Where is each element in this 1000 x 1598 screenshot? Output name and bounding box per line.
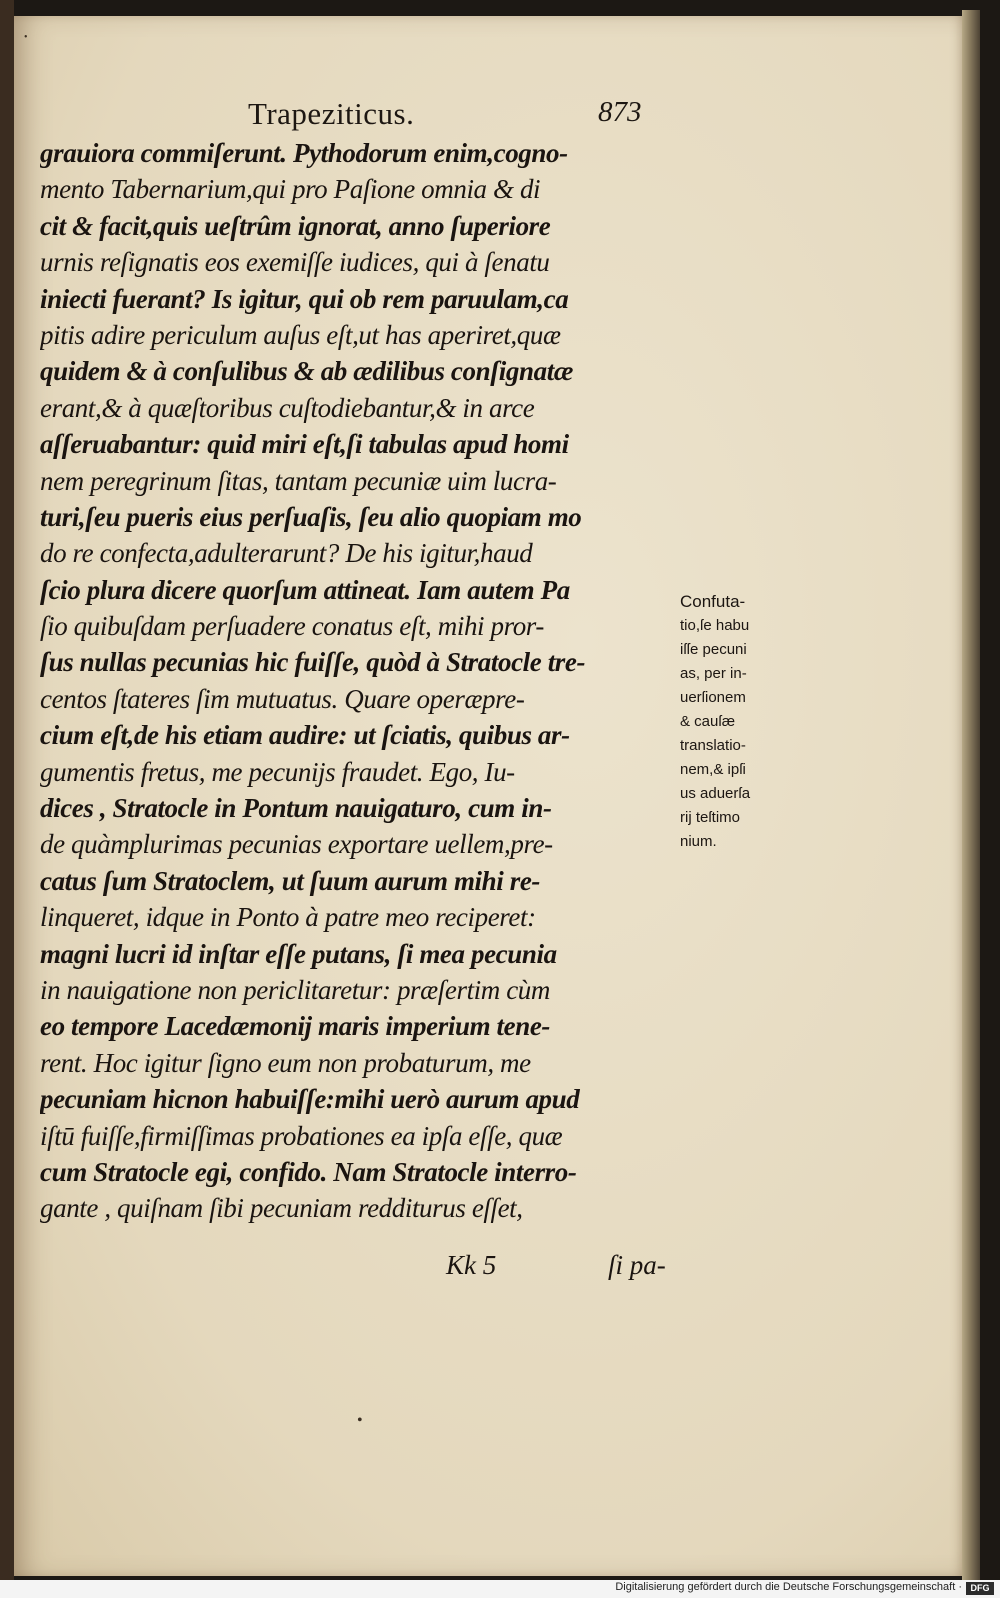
text-line: iniecti fuerant? Is igitur, qui ob rem paruulam,ca — [40, 283, 569, 314]
text-line: grauiora commiſerunt. Pythodorum enim,cogno- — [40, 138, 568, 168]
text-line: in nauigatione non periclitaretur: præſertim cùm — [40, 974, 551, 1005]
text-line: ſus nullas pecunias hic fuiſſe, quòd à Stratocle tre- — [40, 647, 586, 678]
ink-speck: • — [24, 32, 28, 43]
body-text — [40, 135, 680, 1227]
dfg-logo: DFG — [966, 1582, 994, 1595]
text-line: pecuniam hicnon habuiſſe:mihi uerò aurum apud — [40, 1084, 580, 1115]
margin-note-line: nem,& ipſi — [680, 761, 746, 778]
signature-mark: Kk 5 — [446, 1250, 497, 1280]
text-line: aſſeruabantur: quid miri eſt,ſi tabulas apud homi — [40, 429, 569, 460]
text-line: gumentis fretus, me pecunijs fraudet. Ego, Iu- — [40, 756, 515, 787]
catch-line — [0, 1250, 1000, 1290]
text-line: de quàmplurimas pecunias exportare uellem,pre- — [40, 829, 553, 860]
ink-speck: • — [357, 1412, 363, 1429]
text-line: erant,& à quæſtoribus cuſtodiebantur,& in arce — [40, 392, 535, 423]
margin-note-line: & cauſæ — [680, 713, 736, 730]
text-line: ſio quibuſdam perſuadere conatus eſt, mihi pror- — [40, 611, 544, 642]
text-line: rent. Hoc igitur ſigno eum non probaturum, me — [40, 1047, 531, 1078]
scan-frame-left — [0, 0, 14, 1598]
margin-note-line: translatio- — [680, 737, 746, 754]
margin-note-line: rij teſtimo — [680, 809, 741, 826]
text-line: ſcio plura dicere quorſum attineat. Iam autem Pa — [40, 574, 570, 605]
page-edge — [962, 10, 980, 1580]
text-line: gante , quiſnam ſibi pecuniam redditurus eſſet, — [40, 1193, 523, 1224]
margin-note-line: Confuta- — [680, 592, 746, 611]
margin-note-line: tio,ſe habu — [680, 617, 750, 634]
text-line: turi,ſeu pueris eius perſuaſis, ſeu alio quopiam mo — [40, 501, 582, 532]
text-line: eo tempore Lacedæmonij maris imperium tene- — [40, 1011, 550, 1042]
text-line: iſtū fuiſſe,firmiſſimas probationes ea ipſa eſſe, quæ — [40, 1120, 563, 1151]
margin-note-line: nium. — [680, 833, 717, 850]
margin-note-line: iſſe pecuni — [680, 641, 747, 658]
text-line: cum Stratocle egi, confido. Nam Stratocle interro- — [40, 1156, 577, 1187]
footer-bar — [0, 1580, 1000, 1598]
running-head-title: Trapeziticus. — [248, 96, 415, 131]
margin-note-line: us aduerſa — [680, 785, 751, 802]
text-line: pitis adire periculum auſus eſt,ut has aperiret,quæ — [40, 319, 561, 350]
text-line: do re confecta,adulterarunt? De his igitur,haud — [40, 538, 533, 569]
text-line: centos ſtateres ſim mutuatus. Quare operæpre- — [40, 683, 525, 714]
text-line: catus ſum Stratoclem, ut ſuum aurum mihi re- — [40, 865, 541, 896]
footer-credit: Digitalisierung gefördert durch die Deutsche Forschungsgemeinschaft · — [615, 1581, 962, 1593]
text-line: mento Tabernarium,qui pro Paſione omnia & di — [40, 174, 541, 205]
text-line: cium eſt,de his etiam audire: ut ſciatis, quibus ar- — [40, 720, 570, 751]
text-line: dices , Stratocle in Pontum nauigaturo, cum in- — [40, 793, 552, 824]
marginal-note — [680, 590, 812, 854]
text-line: nem peregrinum ſitas, tantam pecuniæ uim lucra- — [40, 465, 557, 496]
page-number: 873 — [598, 96, 642, 128]
text-line: cit & facit,quis ueſtrûm ignorat, anno ſuperiore — [40, 210, 551, 241]
text-line: linqueret, idque in Ponto à patre meo reciperet: — [40, 902, 536, 933]
margin-note-line: uerſionem — [680, 689, 746, 706]
text-line: quidem & à conſulibus & ab ædilibus conſignatæ — [40, 356, 573, 387]
margin-note-line: as, per in- — [680, 665, 747, 682]
text-line: urnis reſignatis eos exemiſſe iudices, qui à ſenatu — [40, 247, 550, 278]
catchword: ſi pa- — [608, 1250, 666, 1280]
text-line: magni lucri id inſtar eſſe putans, ſi mea pecunia — [40, 938, 557, 969]
